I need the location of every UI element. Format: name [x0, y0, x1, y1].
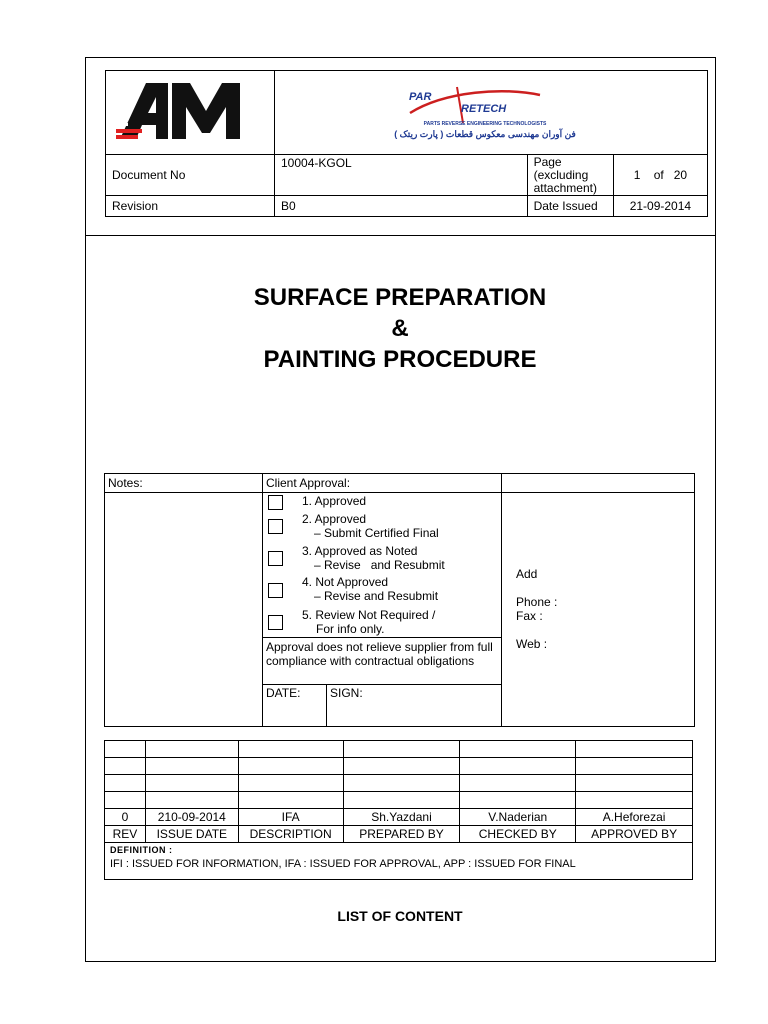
rev-cell: 0 — [105, 809, 146, 826]
approved-as-noted-checkbox[interactable] — [268, 551, 283, 566]
definition-row — [105, 843, 693, 880]
header-approved-by: APPROVED BY — [576, 826, 693, 843]
header-checked-by: CHECKED BY — [460, 826, 576, 843]
definition-text: IFI : ISSUED FOR INFORMATION, IFA : ISSUED FOR APPROVAL, APP : ISSUED FOR FINAL — [110, 858, 576, 870]
option-2: 2. Approved – Submit Certified Final — [302, 512, 439, 540]
approved-by-cell: A.Heforezai — [576, 809, 693, 826]
review-not-required-checkbox[interactable] — [268, 615, 283, 630]
phone-label: Phone : — [516, 595, 558, 609]
logo-right-cell — [275, 71, 708, 155]
option-1: 1. Approved — [302, 494, 367, 508]
revision-header-row — [105, 826, 693, 843]
logo-persian-text: فن آوران مهندسی معکوس قطعات ( پارت ریتک ) — [394, 128, 576, 139]
page-value: 1 of 20 — [613, 155, 707, 196]
header-rev: REV — [105, 826, 146, 843]
title-line-2: & — [391, 315, 409, 342]
table-row — [105, 741, 693, 758]
table-row — [105, 792, 693, 809]
date-issued-value: 21-09-2014 — [613, 196, 707, 217]
date-issued-label: Date Issued — [527, 196, 613, 217]
header-table — [105, 70, 708, 217]
table-row — [105, 758, 693, 775]
table-row — [105, 775, 693, 792]
header-separator — [85, 235, 715, 236]
issue-date-cell: 210-09-2014 — [145, 809, 238, 826]
fax-label: Fax : — [516, 609, 543, 623]
description-cell: IFA — [238, 809, 343, 826]
document-no-value: 10004-KGOL — [275, 155, 528, 196]
page-label: Page (excluding attachment) — [527, 155, 613, 196]
client-approval-label: Client Approval: — [266, 476, 351, 490]
sign-label: SIGN: — [330, 686, 363, 700]
approved-checkbox[interactable] — [268, 495, 283, 510]
approval-disclaimer: Approval does not relieve supplier from full compliance with contractual obligations — [266, 640, 493, 668]
revision-table — [104, 740, 693, 880]
partretech-logo — [275, 73, 707, 153]
not-approved-checkbox[interactable] — [268, 583, 283, 598]
approval-col-line-2 — [501, 474, 502, 726]
date-sign-top-line — [262, 684, 501, 685]
approval-box — [104, 473, 695, 727]
logo-tagline: PARTS REVERSE ENGINEERING TECHNOLOGISTS — [423, 120, 547, 127]
header-issue-date: ISSUE DATE — [145, 826, 238, 843]
address-label: Add — [516, 567, 538, 581]
logo-name-part2: RETECH — [461, 102, 507, 115]
revision-label: Revision — [106, 196, 275, 217]
title-line-1: SURFACE PREPARATION — [253, 284, 547, 311]
revision-row-filled — [105, 809, 693, 826]
document-no-label: Document No — [106, 155, 275, 196]
header-description: DESCRIPTION — [238, 826, 343, 843]
approved-submit-final-checkbox[interactable] — [268, 519, 283, 534]
definition-label: DEFINITION : — [110, 845, 173, 855]
header-prepared-by: PREPARED BY — [343, 826, 460, 843]
approval-col-line-1 — [262, 474, 263, 726]
logo-left-cell — [106, 71, 275, 155]
disclaimer-top-line — [262, 637, 501, 638]
list-of-content-title: LIST OF CONTENT — [337, 908, 463, 924]
revision-value: B0 — [275, 196, 528, 217]
am-logo — [106, 71, 274, 151]
approval-row-line — [105, 492, 694, 493]
prepared-by-cell: Sh.Yazdani — [343, 809, 460, 826]
title-line-3: PAINTING PROCEDURE — [263, 346, 537, 373]
option-5: 5. Review Not Required / For info only. — [302, 608, 436, 636]
logo-name-part1: PAR — [409, 90, 432, 103]
checked-by-cell: V.Naderian — [460, 809, 576, 826]
svg-text:AM: AM — [190, 147, 192, 148]
definition-cell — [105, 843, 693, 880]
document-title — [85, 282, 715, 375]
option-3: 3. Approved as Noted – Revise and Resubmit — [302, 544, 445, 572]
date-label: DATE: — [266, 686, 301, 700]
notes-label: Notes: — [108, 476, 143, 490]
date-sign-divider — [326, 684, 327, 726]
option-4: 4. Not Approved – Revise and Resubmit — [302, 575, 439, 603]
web-label: Web : — [516, 637, 548, 651]
